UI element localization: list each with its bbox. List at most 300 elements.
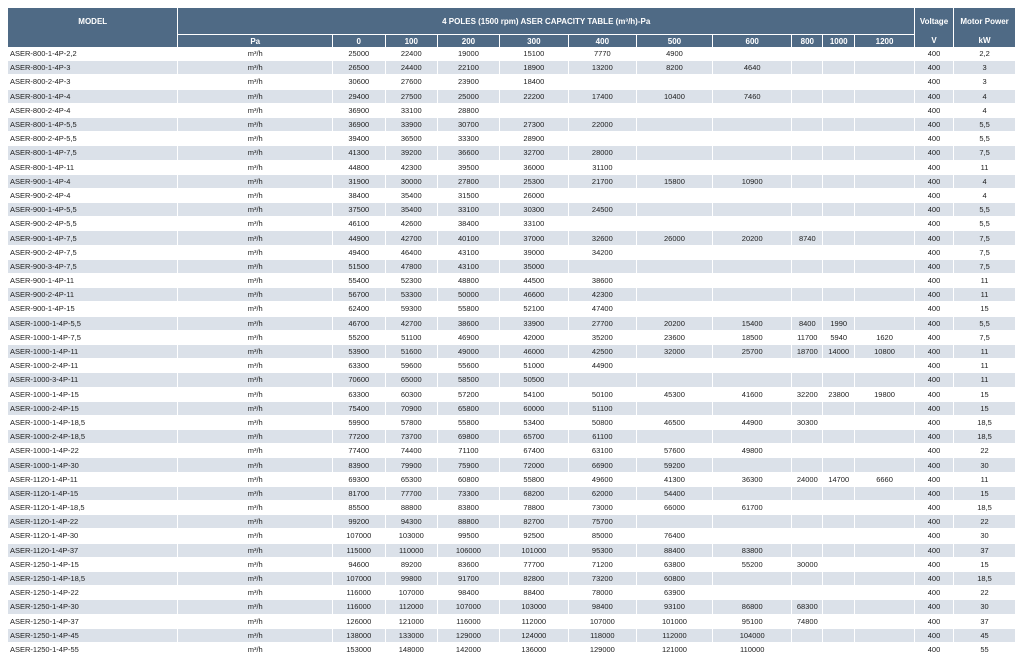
capacity-cell-200: 75900 xyxy=(438,458,500,472)
capacity-cell-1000: 14000 xyxy=(823,344,855,358)
capacity-cell-600 xyxy=(713,529,792,543)
capacity-cell-1200 xyxy=(855,415,915,429)
power-cell: 22 xyxy=(954,444,1016,458)
capacity-cell-600 xyxy=(713,302,792,316)
capacity-cell-300: 67400 xyxy=(499,444,568,458)
capacity-cell-1200: 19800 xyxy=(855,387,915,401)
model-cell: ASER-1120-1-4P-37 xyxy=(8,543,178,557)
capacity-cell-600: 86800 xyxy=(713,600,792,614)
voltage-cell: 400 xyxy=(914,231,953,245)
capacity-cell-500: 26000 xyxy=(636,231,712,245)
power-cell: 4 xyxy=(954,89,1016,103)
capacity-cell-100: 39200 xyxy=(385,146,438,160)
capacity-cell-1200 xyxy=(855,373,915,387)
table-row xyxy=(8,344,1016,358)
capacity-cell-600 xyxy=(713,373,792,387)
power-cell: 15 xyxy=(954,387,1016,401)
capacity-cell-300: 136000 xyxy=(499,642,568,656)
capacity-cell-300: 72000 xyxy=(499,458,568,472)
capacity-cell-400 xyxy=(568,103,636,117)
unit-cell: m³/h xyxy=(178,160,333,174)
power-cell: 11 xyxy=(954,472,1016,486)
capacity-cell-100: 133000 xyxy=(385,628,438,642)
capacity-cell-800: 8400 xyxy=(792,316,823,330)
table-row xyxy=(8,217,1016,231)
capacity-table-title: 4 POLES (1500 rpm) ASER CAPACITY TABLE (m³/h)-Pa xyxy=(178,8,914,35)
capacity-cell-200: 99500 xyxy=(438,529,500,543)
capacity-cell-1000 xyxy=(823,231,855,245)
capacity-cell-200: 22100 xyxy=(438,61,500,75)
capacity-cell-800 xyxy=(792,543,823,557)
capacity-cell-0: 116000 xyxy=(332,586,385,600)
power-cell: 5,5 xyxy=(954,132,1016,146)
capacity-cell-200: 55600 xyxy=(438,359,500,373)
unit-cell: m³/h xyxy=(178,288,333,302)
capacity-cell-1000 xyxy=(823,501,855,515)
capacity-cell-400: 66900 xyxy=(568,458,636,472)
table-row xyxy=(8,61,1016,75)
unit-cell: m³/h xyxy=(178,359,333,373)
table-row xyxy=(8,472,1016,486)
unit-cell: m³/h xyxy=(178,259,333,273)
capacity-cell-1000 xyxy=(823,47,855,61)
capacity-cell-400: 24500 xyxy=(568,203,636,217)
capacity-cell-300: 18400 xyxy=(499,75,568,89)
capacity-cell-1200 xyxy=(855,614,915,628)
power-cell: 5,5 xyxy=(954,217,1016,231)
capacity-cell-600 xyxy=(713,288,792,302)
power-cell: 30 xyxy=(954,458,1016,472)
capacity-cell-1000 xyxy=(823,217,855,231)
capacity-cell-800: 11700 xyxy=(792,330,823,344)
capacity-cell-500: 4900 xyxy=(636,47,712,61)
capacity-cell-0: 26500 xyxy=(332,61,385,75)
capacity-cell-100: 94300 xyxy=(385,515,438,529)
capacity-cell-800 xyxy=(792,203,823,217)
capacity-cell-600: 4640 xyxy=(713,61,792,75)
capacity-cell-600 xyxy=(713,132,792,146)
capacity-cell-300: 25300 xyxy=(499,174,568,188)
capacity-cell-800 xyxy=(792,458,823,472)
capacity-cell-400: 107000 xyxy=(568,614,636,628)
capacity-cell-0: 59900 xyxy=(332,415,385,429)
unit-cell: m³/h xyxy=(178,203,333,217)
pressure-header-100: 100 xyxy=(385,35,438,48)
capacity-cell-300: 30300 xyxy=(499,203,568,217)
capacity-cell-0: 55200 xyxy=(332,330,385,344)
table-row xyxy=(8,430,1016,444)
model-cell: ASER-900-2-4P-4 xyxy=(8,188,178,202)
capacity-cell-200: 30700 xyxy=(438,117,500,131)
capacity-cell-200: 55800 xyxy=(438,415,500,429)
capacity-cell-500 xyxy=(636,288,712,302)
capacity-cell-600: 25700 xyxy=(713,344,792,358)
capacity-cell-800 xyxy=(792,47,823,61)
capacity-cell-500: 54400 xyxy=(636,486,712,500)
capacity-cell-100: 70900 xyxy=(385,401,438,415)
capacity-cell-100: 42700 xyxy=(385,231,438,245)
unit-cell: m³/h xyxy=(178,614,333,628)
capacity-cell-300 xyxy=(499,103,568,117)
capacity-cell-0: 44800 xyxy=(332,160,385,174)
model-cell: ASER-900-2-4P-11 xyxy=(8,288,178,302)
capacity-cell-600 xyxy=(713,47,792,61)
capacity-cell-1000: 23800 xyxy=(823,387,855,401)
capacity-cell-600 xyxy=(713,203,792,217)
model-cell: ASER-1000-1-4P-22 xyxy=(8,444,178,458)
capacity-cell-1200 xyxy=(855,274,915,288)
voltage-header: Voltage xyxy=(914,8,953,35)
capacity-cell-200: 65800 xyxy=(438,401,500,415)
model-cell: ASER-800-2-4P-5,5 xyxy=(8,132,178,146)
model-cell: ASER-800-1-4P-7,5 xyxy=(8,146,178,160)
voltage-cell: 400 xyxy=(914,571,953,585)
capacity-cell-500 xyxy=(636,132,712,146)
capacity-cell-0: 37500 xyxy=(332,203,385,217)
capacity-cell-300: 54100 xyxy=(499,387,568,401)
capacity-cell-500 xyxy=(636,203,712,217)
capacity-cell-400: 35200 xyxy=(568,330,636,344)
capacity-cell-0: 46700 xyxy=(332,316,385,330)
capacity-cell-0: 116000 xyxy=(332,600,385,614)
capacity-cell-800 xyxy=(792,501,823,515)
capacity-cell-100: 27600 xyxy=(385,75,438,89)
unit-cell: m³/h xyxy=(178,89,333,103)
capacity-cell-1200 xyxy=(855,316,915,330)
unit-cell: m³/h xyxy=(178,132,333,146)
capacity-cell-300: 46600 xyxy=(499,288,568,302)
table-row xyxy=(8,132,1016,146)
capacity-cell-500: 93100 xyxy=(636,600,712,614)
table-row xyxy=(8,486,1016,500)
unit-cell: m³/h xyxy=(178,75,333,89)
table-row xyxy=(8,458,1016,472)
capacity-cell-1000 xyxy=(823,614,855,628)
voltage-cell: 400 xyxy=(914,259,953,273)
capacity-cell-400: 85000 xyxy=(568,529,636,543)
capacity-cell-1200 xyxy=(855,117,915,131)
voltage-cell: 400 xyxy=(914,359,953,373)
capacity-cell-800 xyxy=(792,373,823,387)
capacity-cell-1200 xyxy=(855,47,915,61)
capacity-cell-800 xyxy=(792,529,823,543)
capacity-cell-1200 xyxy=(855,89,915,103)
capacity-cell-1000 xyxy=(823,642,855,656)
capacity-cell-1200 xyxy=(855,600,915,614)
voltage-cell: 400 xyxy=(914,217,953,231)
capacity-cell-100: 24400 xyxy=(385,61,438,75)
voltage-cell: 400 xyxy=(914,132,953,146)
table-row xyxy=(8,245,1016,259)
unit-cell: m³/h xyxy=(178,472,333,486)
capacity-cell-300: 26000 xyxy=(499,188,568,202)
voltage-cell: 400 xyxy=(914,444,953,458)
capacity-cell-300: 112000 xyxy=(499,614,568,628)
capacity-cell-1000: 1990 xyxy=(823,316,855,330)
capacity-cell-300: 55800 xyxy=(499,472,568,486)
table-row xyxy=(8,117,1016,131)
voltage-cell: 400 xyxy=(914,458,953,472)
capacity-cell-1000 xyxy=(823,444,855,458)
capacity-cell-1200 xyxy=(855,628,915,642)
capacity-cell-400 xyxy=(568,75,636,89)
power-cell: 15 xyxy=(954,401,1016,415)
capacity-cell-400: 47400 xyxy=(568,302,636,316)
capacity-cell-1200 xyxy=(855,501,915,515)
capacity-cell-0: 31900 xyxy=(332,174,385,188)
unit-cell: m³/h xyxy=(178,600,333,614)
model-cell: ASER-1120-1-4P-22 xyxy=(8,515,178,529)
capacity-cell-300: 39000 xyxy=(499,245,568,259)
capacity-cell-100: 59600 xyxy=(385,359,438,373)
unit-cell: m³/h xyxy=(178,47,333,61)
capacity-cell-1000 xyxy=(823,188,855,202)
capacity-cell-400 xyxy=(568,217,636,231)
capacity-cell-1000 xyxy=(823,274,855,288)
unit-cell: m³/h xyxy=(178,458,333,472)
table-row xyxy=(8,103,1016,117)
capacity-cell-100: 33100 xyxy=(385,103,438,117)
table-row xyxy=(8,231,1016,245)
table-row xyxy=(8,515,1016,529)
capacity-cell-1200 xyxy=(855,245,915,259)
capacity-cell-200: 88800 xyxy=(438,515,500,529)
unit-cell: m³/h xyxy=(178,188,333,202)
capacity-cell-1000 xyxy=(823,415,855,429)
capacity-cell-0: 30600 xyxy=(332,75,385,89)
capacity-cell-400: 42300 xyxy=(568,288,636,302)
capacity-cell-600 xyxy=(713,430,792,444)
capacity-cell-100: 148000 xyxy=(385,642,438,656)
capacity-cell-300: 42000 xyxy=(499,330,568,344)
capacity-cell-500: 41300 xyxy=(636,472,712,486)
capacity-cell-800 xyxy=(792,642,823,656)
capacity-cell-500 xyxy=(636,188,712,202)
capacity-cell-800 xyxy=(792,160,823,174)
capacity-cell-1000 xyxy=(823,543,855,557)
power-cell: 37 xyxy=(954,614,1016,628)
capacity-cell-1000 xyxy=(823,529,855,543)
capacity-cell-800 xyxy=(792,117,823,131)
capacity-cell-1000 xyxy=(823,288,855,302)
capacity-cell-800 xyxy=(792,61,823,75)
voltage-cell: 400 xyxy=(914,600,953,614)
capacity-cell-200: 50000 xyxy=(438,288,500,302)
capacity-cell-600 xyxy=(713,188,792,202)
capacity-cell-1000 xyxy=(823,515,855,529)
capacity-cell-100: 121000 xyxy=(385,614,438,628)
capacity-cell-0: 39400 xyxy=(332,132,385,146)
voltage-cell: 400 xyxy=(914,472,953,486)
power-cell: 11 xyxy=(954,344,1016,358)
capacity-cell-0: 107000 xyxy=(332,571,385,585)
power-cell: 7,5 xyxy=(954,259,1016,273)
capacity-cell-600: 10900 xyxy=(713,174,792,188)
pressure-header-600: 600 xyxy=(713,35,792,48)
capacity-cell-500: 101000 xyxy=(636,614,712,628)
capacity-cell-100: 79900 xyxy=(385,458,438,472)
model-cell: ASER-1250-1-4P-30 xyxy=(8,600,178,614)
capacity-cell-800 xyxy=(792,174,823,188)
capacity-cell-1000: 5940 xyxy=(823,330,855,344)
capacity-cell-500: 57600 xyxy=(636,444,712,458)
unit-cell: m³/h xyxy=(178,61,333,75)
capacity-cell-0: 70600 xyxy=(332,373,385,387)
table-row xyxy=(8,316,1016,330)
unit-cell: m³/h xyxy=(178,543,333,557)
table-row xyxy=(8,387,1016,401)
capacity-cell-300: 36000 xyxy=(499,160,568,174)
capacity-cell-1200 xyxy=(855,430,915,444)
capacity-cell-800: 68300 xyxy=(792,600,823,614)
table-row xyxy=(8,501,1016,515)
capacity-cell-100: 27500 xyxy=(385,89,438,103)
capacity-cell-1000 xyxy=(823,628,855,642)
capacity-cell-300: 46000 xyxy=(499,344,568,358)
capacity-cell-300: 101000 xyxy=(499,543,568,557)
table-row xyxy=(8,529,1016,543)
model-cell: ASER-900-1-4P-5,5 xyxy=(8,203,178,217)
model-cell: ASER-1120-1-4P-15 xyxy=(8,486,178,500)
capacity-cell-100: 51100 xyxy=(385,330,438,344)
model-cell: ASER-1250-1-4P-45 xyxy=(8,628,178,642)
table-row xyxy=(8,373,1016,387)
capacity-cell-200: 38400 xyxy=(438,217,500,231)
capacity-cell-100: 89200 xyxy=(385,557,438,571)
power-cell: 15 xyxy=(954,557,1016,571)
capacity-cell-0: 29400 xyxy=(332,89,385,103)
capacity-cell-0: 46100 xyxy=(332,217,385,231)
power-cell: 11 xyxy=(954,288,1016,302)
capacity-cell-300: 32700 xyxy=(499,146,568,160)
capacity-cell-0: 56700 xyxy=(332,288,385,302)
capacity-cell-300: 28900 xyxy=(499,132,568,146)
power-cell: 18,5 xyxy=(954,501,1016,515)
capacity-cell-400: 63100 xyxy=(568,444,636,458)
capacity-cell-200: 142000 xyxy=(438,642,500,656)
unit-cell: m³/h xyxy=(178,245,333,259)
unit-cell: m³/h xyxy=(178,515,333,529)
capacity-cell-200: 73300 xyxy=(438,486,500,500)
capacity-cell-100: 36500 xyxy=(385,132,438,146)
capacity-cell-200: 33100 xyxy=(438,203,500,217)
capacity-cell-300: 37000 xyxy=(499,231,568,245)
capacity-cell-100: 53300 xyxy=(385,288,438,302)
power-cell: 55 xyxy=(954,642,1016,656)
table-row xyxy=(8,174,1016,188)
unit-cell: m³/h xyxy=(178,529,333,543)
model-cell: ASER-800-1-4P-2,2 xyxy=(8,47,178,61)
voltage-cell: 400 xyxy=(914,586,953,600)
voltage-cell: 400 xyxy=(914,430,953,444)
capacity-cell-300: 15100 xyxy=(499,47,568,61)
capacity-cell-200: 39500 xyxy=(438,160,500,174)
power-cell: 15 xyxy=(954,302,1016,316)
capacity-cell-800 xyxy=(792,515,823,529)
capacity-cell-200: 48800 xyxy=(438,274,500,288)
capacity-cell-1200: 6660 xyxy=(855,472,915,486)
voltage-cell: 400 xyxy=(914,160,953,174)
capacity-cell-500 xyxy=(636,259,712,273)
capacity-cell-800 xyxy=(792,288,823,302)
unit-cell: m³/h xyxy=(178,486,333,500)
voltage-cell: 400 xyxy=(914,203,953,217)
model-cell: ASER-1250-1-4P-22 xyxy=(8,586,178,600)
voltage-cell: 400 xyxy=(914,529,953,543)
capacity-cell-400: 42500 xyxy=(568,344,636,358)
capacity-cell-800 xyxy=(792,274,823,288)
capacity-cell-0: 77200 xyxy=(332,430,385,444)
capacity-cell-300: 92500 xyxy=(499,529,568,543)
capacity-cell-800 xyxy=(792,430,823,444)
capacity-cell-400: 7770 xyxy=(568,47,636,61)
capacity-cell-100: 35400 xyxy=(385,188,438,202)
voltage-cell: 400 xyxy=(914,486,953,500)
capacity-cell-600 xyxy=(713,103,792,117)
table-row xyxy=(8,188,1016,202)
capacity-cell-1200 xyxy=(855,288,915,302)
capacity-cell-500: 15800 xyxy=(636,174,712,188)
capacity-cell-0: 153000 xyxy=(332,642,385,656)
capacity-cell-800 xyxy=(792,486,823,500)
capacity-cell-1200 xyxy=(855,203,915,217)
capacity-cell-200: 106000 xyxy=(438,543,500,557)
capacity-cell-0: 69300 xyxy=(332,472,385,486)
power-cell: 3 xyxy=(954,75,1016,89)
pressure-header-1200: 1200 xyxy=(855,35,915,48)
capacity-cell-300: 88400 xyxy=(499,586,568,600)
capacity-cell-800 xyxy=(792,75,823,89)
unit-cell: m³/h xyxy=(178,430,333,444)
power-cell: 5,5 xyxy=(954,316,1016,330)
capacity-cell-1000 xyxy=(823,117,855,131)
table-row xyxy=(8,557,1016,571)
capacity-cell-0: 53900 xyxy=(332,344,385,358)
model-cell: ASER-1250-1-4P-15 xyxy=(8,557,178,571)
table-row xyxy=(8,89,1016,103)
capacity-cell-400: 73200 xyxy=(568,571,636,585)
capacity-cell-200: 33300 xyxy=(438,132,500,146)
capacity-cell-100: 103000 xyxy=(385,529,438,543)
capacity-cell-1000: 14700 xyxy=(823,472,855,486)
capacity-cell-600: 44900 xyxy=(713,415,792,429)
capacity-cell-1000 xyxy=(823,557,855,571)
capacity-cell-800 xyxy=(792,103,823,117)
capacity-cell-600 xyxy=(713,571,792,585)
capacity-cell-1200: 1620 xyxy=(855,330,915,344)
capacity-cell-100: 112000 xyxy=(385,600,438,614)
power-cell: 3 xyxy=(954,61,1016,75)
capacity-cell-300: 22200 xyxy=(499,89,568,103)
capacity-cell-800 xyxy=(792,401,823,415)
capacity-cell-0: 36900 xyxy=(332,117,385,131)
capacity-cell-1200 xyxy=(855,75,915,89)
table-row xyxy=(8,543,1016,557)
capacity-cell-400 xyxy=(568,259,636,273)
capacity-cell-400: 28000 xyxy=(568,146,636,160)
capacity-cell-0: 94600 xyxy=(332,557,385,571)
capacity-cell-1200 xyxy=(855,543,915,557)
table-row xyxy=(8,47,1016,61)
capacity-cell-800: 30300 xyxy=(792,415,823,429)
capacity-cell-300: 53400 xyxy=(499,415,568,429)
capacity-cell-0: 99200 xyxy=(332,515,385,529)
capacity-cell-400: 50100 xyxy=(568,387,636,401)
capacity-table xyxy=(8,8,1016,657)
unit-cell: m³/h xyxy=(178,231,333,245)
power-cell: 18,5 xyxy=(954,571,1016,585)
table-row xyxy=(8,571,1016,585)
